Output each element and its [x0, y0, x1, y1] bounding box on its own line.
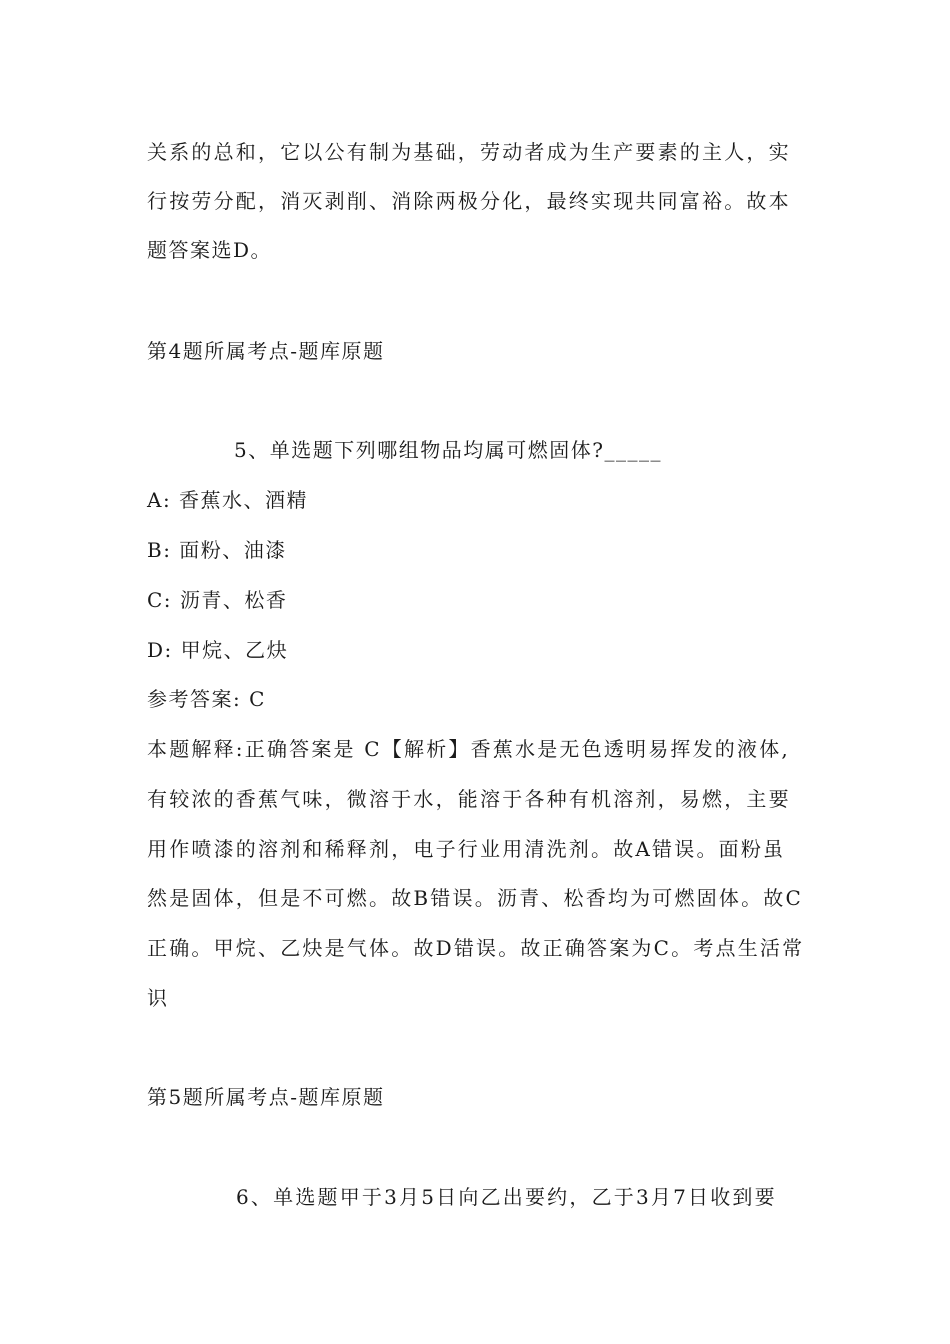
q5-explanation-line-6: 识 — [147, 986, 169, 1010]
q5-knowledge-point: 第5题所属考点-题库原题 — [147, 1085, 385, 1109]
q5-explanation-line-2: 有较浓的香蕉气味，微溶于水，能溶于各种有机溶剂，易燃，主要 — [147, 787, 791, 811]
q6-stem: 6、单选题甲于3月5日向乙出要约，乙于3月7日收到要 — [236, 1185, 777, 1209]
q5-explanation-line-5: 正确。甲烷、乙炔是气体。故D错误。故正确答案为C。考点生活常 — [147, 936, 805, 960]
prev-explanation-line-1: 关系的总和，它以公有制为基础，劳动者成为生产要素的主人，实 — [147, 140, 791, 164]
q5-explanation-line-3: 用作喷漆的溶剂和稀释剂，电子行业用清洗剂。故A错误。面粉虽 — [147, 837, 786, 861]
prev-explanation-line-2: 行按劳分配，消灭剥削、消除两极分化，最终实现共同富裕。故本 — [147, 189, 791, 213]
q5-reference-answer: 参考答案: C — [147, 687, 266, 711]
prev-explanation-line-3: 题答案选D。 — [147, 238, 273, 262]
q5-option-d: D: 甲烷、乙炔 — [147, 638, 289, 662]
q5-explanation-line-1: 本题解释:正确答案是 C【解析】香蕉水是无色透明易挥发的液体, — [147, 737, 790, 761]
q4-knowledge-point: 第4题所属考点-题库原题 — [147, 339, 385, 363]
q5-explanation-line-4: 然是固体，但是不可燃。故B错误。沥青、松香均为可燃固体。故C — [147, 886, 803, 910]
q5-stem: 5、单选题下列哪组物品均属可燃固体?_____ — [234, 438, 662, 462]
q5-option-b: B: 面粉、油漆 — [147, 538, 287, 562]
q5-option-a: A: 香蕉水、酒精 — [147, 488, 309, 512]
q5-option-c: C: 沥青、松香 — [147, 588, 288, 612]
